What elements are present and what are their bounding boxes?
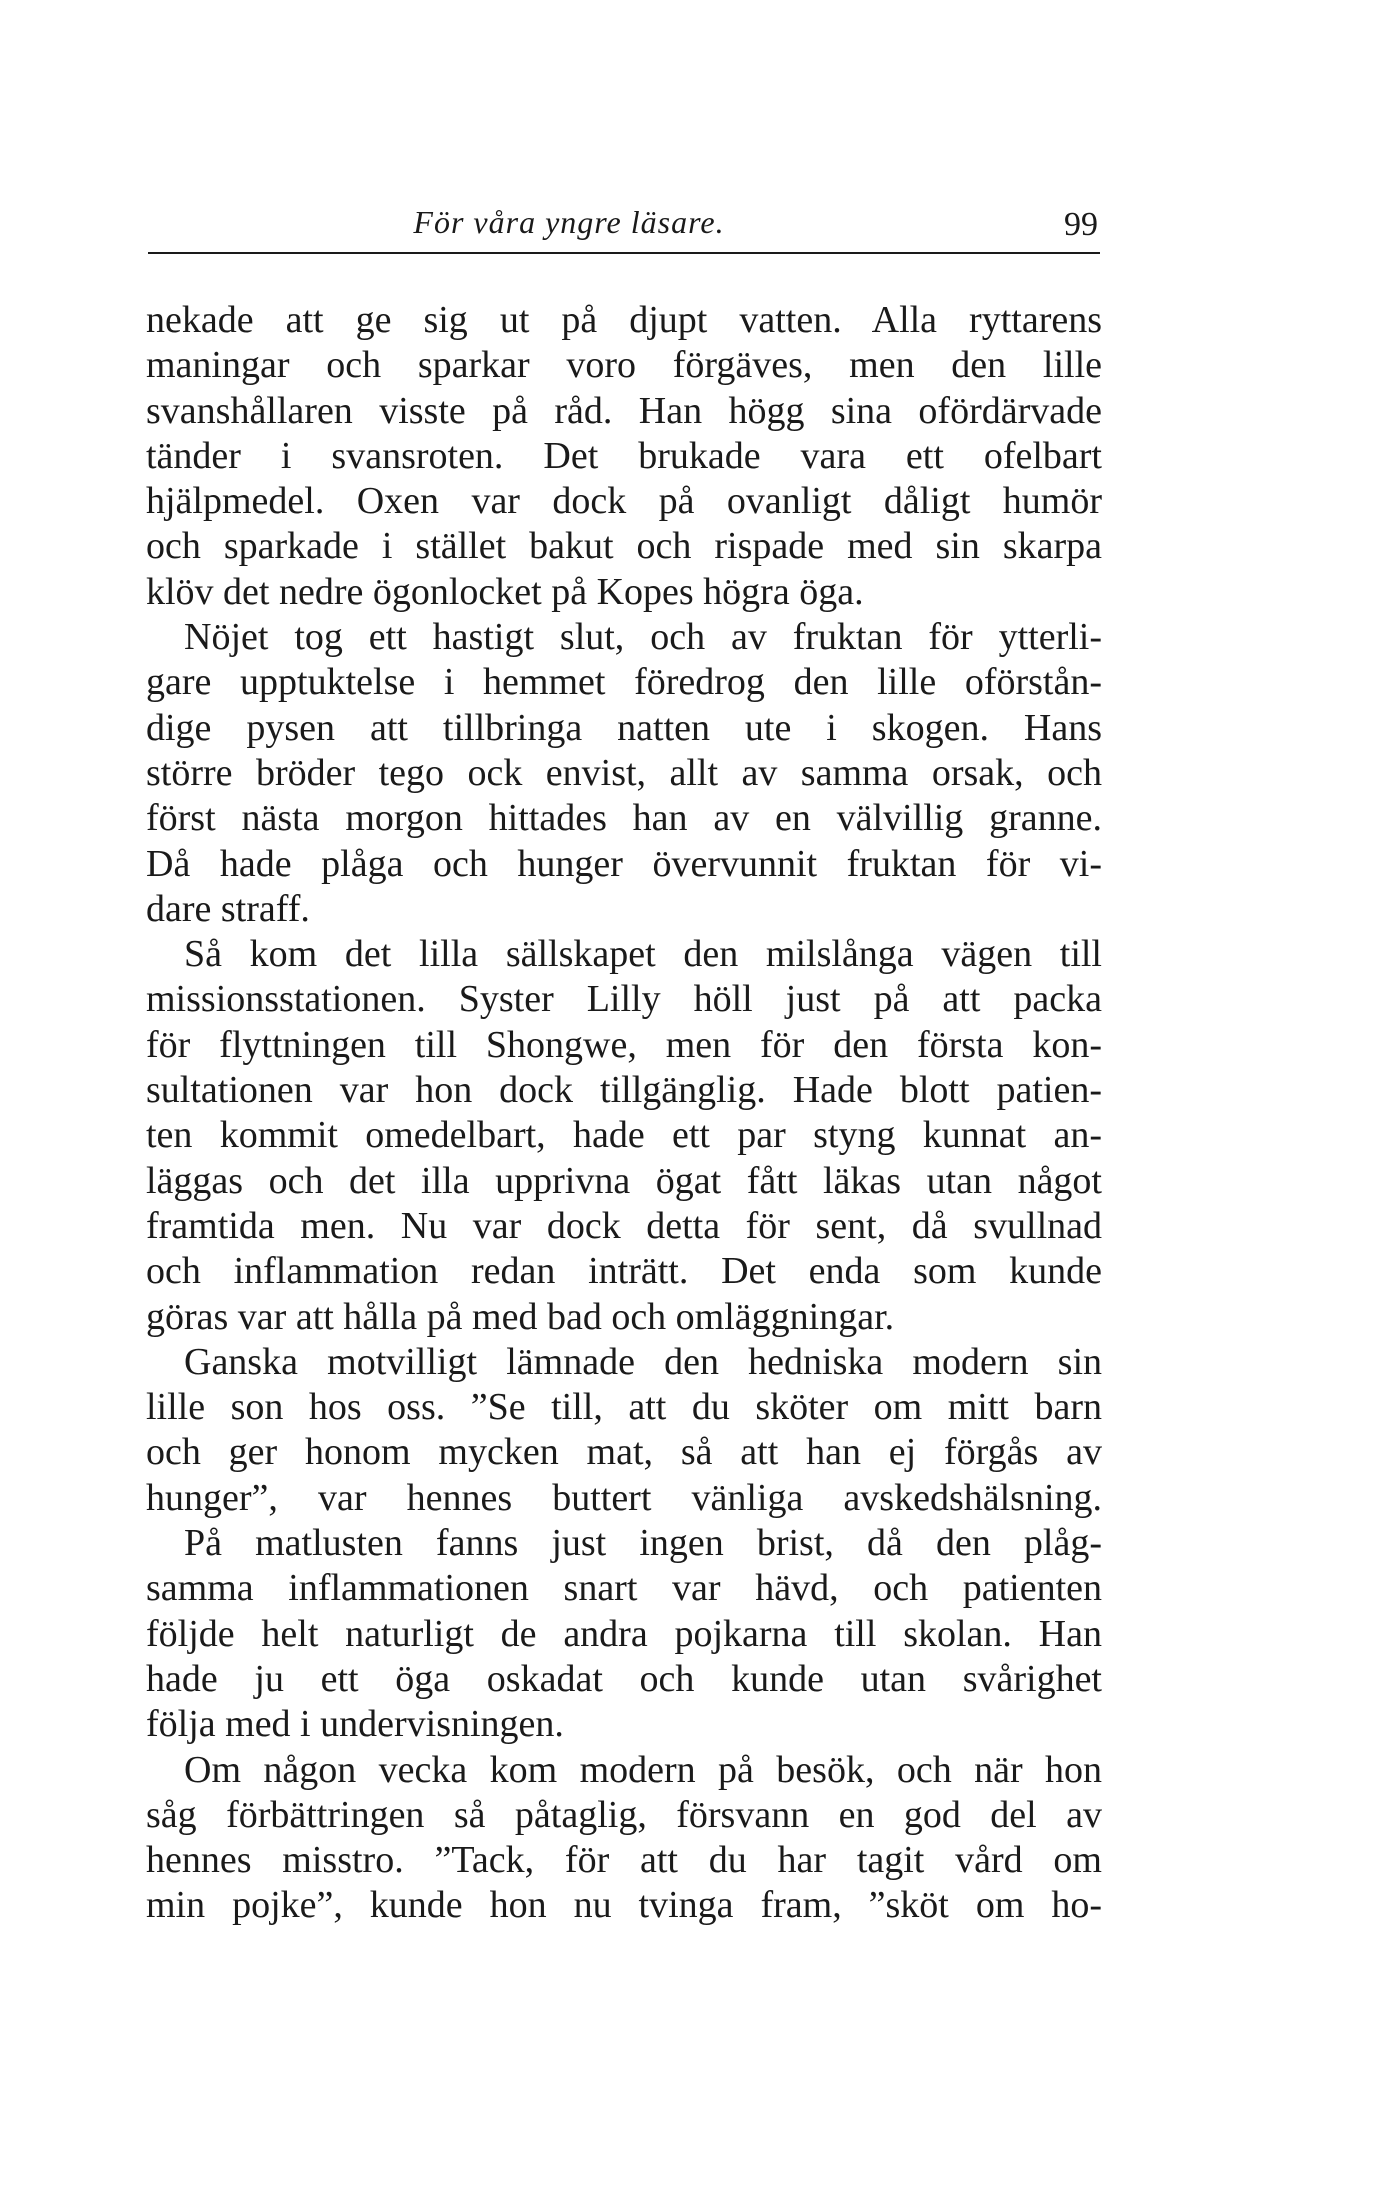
text-line: dare straff. [146, 887, 310, 930]
text-line: dige pysen att tillbringa natten ute i skogen. Hans [146, 706, 1102, 749]
text-line: göras var att hålla på med bad och omläggningar. [146, 1295, 895, 1338]
text-line: följde helt naturligt de andra pojkarna till skolan. Han [146, 1612, 1102, 1655]
text-line: följa med i undervisningen. [146, 1703, 564, 1746]
text-line: klöv det nedre ögonlocket på Kopes högra öga. [146, 570, 864, 613]
running-title: För våra yngre läsare. [413, 204, 725, 240]
body-text [146, 298, 1102, 1929]
text-line: maningar och sparkar voro förgäves, men den lille [146, 344, 1102, 387]
text-line: Ganska motvilligt lämnade den hedniska modern sin [184, 1340, 1102, 1383]
text-line: större bröder tego ock envist, allt av samma orsak, och [146, 751, 1102, 794]
text-line: Om någon vecka kom modern på besök, och när hon [184, 1748, 1102, 1791]
text-line: såg förbättringen så påtaglig, försvann en god del av [146, 1793, 1102, 1836]
text-line: och inflammation redan inträtt. Det enda som kunde [146, 1250, 1102, 1293]
text-line: Då hade plåga och hunger övervunnit fruktan för vi- [146, 842, 1102, 885]
text-line: samma inflammationen snart var hävd, och patienten [146, 1567, 1102, 1610]
text-line: läggas och det illa upprivna ögat fått läkas utan något [146, 1159, 1102, 1202]
text-line: Nöjet tog ett hastigt slut, och av fruktan för ytterli- [184, 616, 1102, 659]
text-line: hade ju ett öga oskadat och kunde utan svårighet [146, 1657, 1102, 1700]
text-line: Så kom det lilla sällskapet den milslånga vägen till [184, 933, 1102, 976]
text-line: hunger”, var hennes buttert vänliga avskedshälsning. [146, 1476, 1102, 1519]
text-line: först nästa morgon hittades han av en välvillig granne. [146, 797, 1102, 840]
text-line: svanshållaren visste på råd. Han högg sina ofördärvade [146, 389, 1102, 432]
text-line: framtida men. Nu var dock detta för sent, då svullnad [146, 1204, 1102, 1247]
text-line: min pojke”, kunde hon nu tvinga fram, ”sköt om ho- [146, 1884, 1102, 1927]
text-line: och ger honom mycken mat, så att han ej förgås av [146, 1431, 1102, 1474]
text-line: hennes misstro. ”Tack, för att du har tagit vård om [146, 1839, 1102, 1882]
text-line: för flyttningen till Shongwe, men för den första kon- [146, 1023, 1102, 1066]
text-line: ten kommit omedelbart, hade ett par styng kunnat an- [146, 1114, 1102, 1157]
page-number: 99 [1064, 206, 1098, 243]
text-line: missionsstationen. Syster Lilly höll just på att packa [146, 978, 1102, 1021]
text-line: sultationen var hon dock tillgänglig. Hade blott patien- [146, 1069, 1102, 1112]
text-line: gare upptuktelse i hemmet föredrog den lille oförstån- [146, 661, 1102, 704]
text-line: På matlusten fanns just ingen brist, då den plåg- [184, 1522, 1102, 1565]
text-line: lille son hos oss. ”Se till, att du sköter om mitt barn [146, 1386, 1102, 1429]
text-line: tänder i svansroten. Det brukade vara ett ofelbart [146, 434, 1102, 477]
header-rule [148, 252, 1100, 254]
text-line: och sparkade i stället bakut och rispade med sin skarpa [146, 525, 1102, 568]
page-header [148, 196, 1100, 246]
text-line: hjälpmedel. Oxen var dock på ovanligt dåligt humör [146, 480, 1102, 523]
text-line: nekade att ge sig ut på djupt vatten. Alla ryttarens [146, 299, 1102, 341]
